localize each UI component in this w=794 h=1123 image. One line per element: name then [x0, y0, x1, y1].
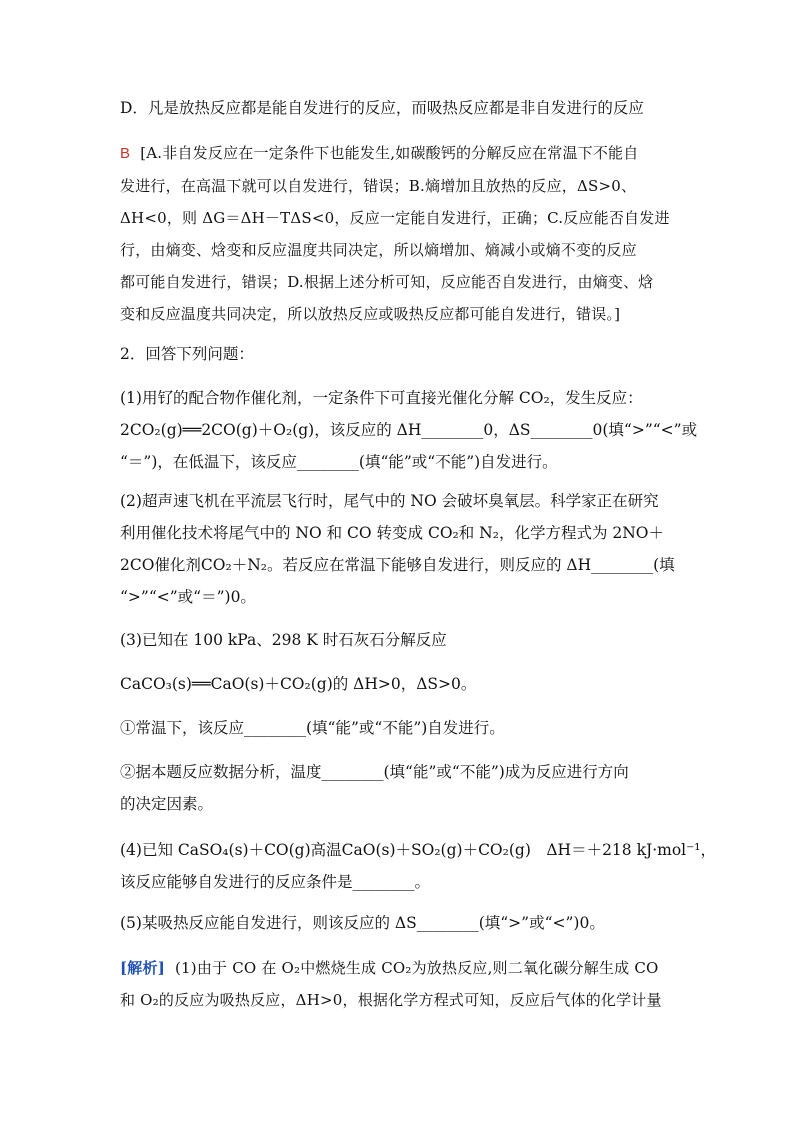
question-2-part-2: [120, 485, 680, 613]
question-2-part-1: [120, 382, 698, 478]
explanation-line-2: 发进行，在高温下就可以自发进行，错误；B.熵增加且放热的反应，ΔS>0、: [120, 177, 637, 195]
question-2-part-3: [120, 624, 680, 820]
question-2-part-4: [120, 834, 717, 898]
part2-line-1: (2)超声速飞机在平流层飞行时，尾气中的 NO 会破坏臭氧层。科学家正在研究: [120, 492, 659, 510]
part3-line-4: ②据本题反应数据分析，温度________(填“能”或“不能”)成为反应进行方向: [120, 763, 629, 781]
analysis: [120, 952, 680, 1016]
part5-line-1: (5)某吸热反应能自发进行，则该反应的 ΔS________(填“>”或“<”)0。: [120, 914, 605, 932]
part1-line-3: “＝”)，在低温下，该反应________(填“能”或“不能”)自发进行。: [120, 453, 558, 471]
answer-explanation: [120, 137, 680, 330]
option-d-text: D．凡是放热反应都是能自发进行的反应，而吸热反应都是非自发进行的反应: [120, 99, 644, 117]
explanation-line-5: 都可能自发进行，错误；D.根据上述分析可知，反应能否自发进行，由熵变、焓: [120, 273, 654, 291]
explanation-line-6: 变和反应温度共同决定，所以放热反应或吸热反应都可能自发进行，错误。]: [120, 305, 621, 323]
part4-line-2: 该反应能够自发进行的反应条件是________。: [120, 873, 431, 891]
analysis-line-2: 和 O₂的反应为吸热反应，ΔH>0，根据化学方程式可知，反应后气体的化学计量: [120, 991, 662, 1009]
part3-line-1: (3)已知在 100 kPa、298 K 时石灰石分解反应: [120, 631, 447, 649]
part1-line-1: (1)用钌的配合物作催化剂，一定条件下可直接光催化分解 CO₂，发生反应：: [120, 389, 643, 407]
question-2-title: 2．回答下列问题：: [120, 345, 254, 363]
explanation-line-4: 行，由熵变、焓变和反应温度共同决定，所以熵增加、熵减小或熵不变的反应: [120, 241, 637, 259]
part3-line-5: 的决定因素。: [120, 795, 214, 813]
explanation-line-1: B [A.非自发反应在一定条件下也能发生,如碳酸钙的分解反应在常温下不能自: [120, 144, 639, 162]
analysis-tag: [解析]: [120, 959, 165, 977]
part3-line-2: CaCO₃(s)══CaO(s)＋CO₂(g)的 ΔH>0，ΔS>0。: [120, 675, 477, 693]
answer-letter: B: [120, 145, 131, 162]
part2-line-3: 2CO催化剂CO₂＋N₂。若反应在常温下能够自发进行，则反应的 ΔH________(填: [120, 556, 675, 574]
option-d: [120, 92, 680, 124]
part2-line-2: 利用催化技术将尾气中的 NO 和 CO 转变成 CO₂和 N₂，化学方程式为 2NO＋: [120, 524, 665, 542]
question-2-part-5: [120, 907, 680, 939]
part4-line-1: (4)已知 CaSO₄(s)＋CO(g)高温CaO(s)＋SO₂(g)＋CO₂(g) ΔH＝＋218 kJ·mol⁻¹，: [120, 841, 717, 859]
part2-line-4: “>”“<”或“＝”)0。: [120, 588, 256, 606]
part3-line-3: ①常温下，该反应________(填“能”或“不能”)自发进行。: [120, 719, 505, 737]
part1-line-2: 2CO₂(g)══2CO(g)＋O₂(g)，该反应的 ΔH________0，ΔS________0(填“>”“<”或: [120, 421, 698, 439]
analysis-line-1: [解析] (1)由于 CO 在 O₂中燃烧生成 CO₂为放热反应,则二氧化碳分解生成 CO: [120, 959, 659, 977]
explanation-line-3: ΔH<0，则 ΔG＝ΔH－TΔS<0，反应一定能自发进行，正确；C.反应能否自发进: [120, 209, 670, 227]
